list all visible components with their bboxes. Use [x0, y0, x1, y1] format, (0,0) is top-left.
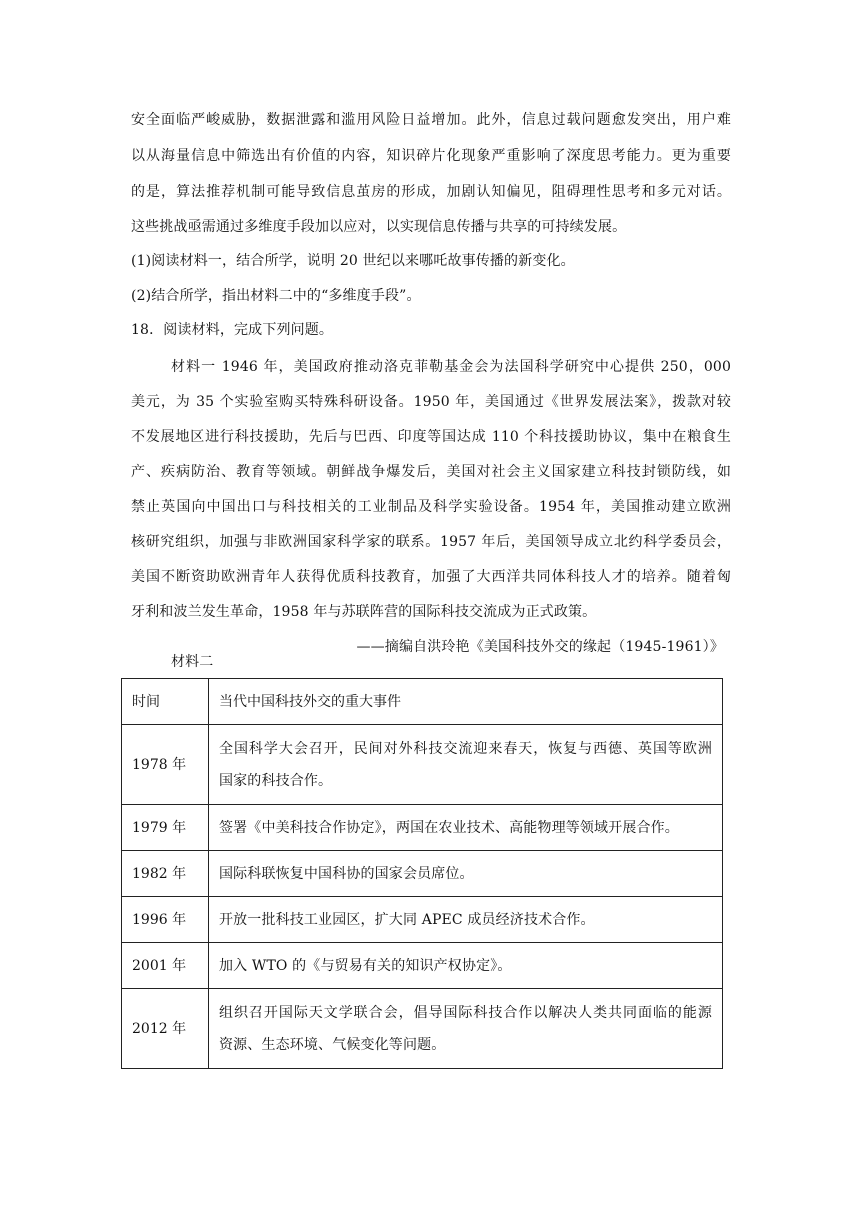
row-event-line: 国际科联恢复中国科协的国家会员席位。: [219, 865, 474, 882]
row-event-line: 资源、生态环境、气候变化等问题。: [219, 1036, 446, 1053]
table-row: [122, 943, 723, 989]
question-17-1: (1)阅读材料一，结合所学，说明 20 世纪以来哪吒故事传播的新变化。: [131, 253, 575, 269]
material-1-line-2: 美元，为 35 个实验室购买特殊科研设备。1950 年，美国通过《世界发展法案》，拨款对较: [131, 394, 731, 410]
header-event: 当代中国科技外交的重大事件: [209, 679, 723, 725]
table-header-row: [122, 679, 723, 725]
row-year: 2012 年: [122, 989, 209, 1069]
row-year: 2001 年: [122, 943, 209, 989]
row-year: 1982 年: [122, 851, 209, 897]
table-row: [122, 897, 723, 943]
table-row: [122, 805, 723, 851]
row-event: [209, 725, 723, 805]
header-time: 时间: [122, 679, 209, 725]
material-1-source: ——摘编自洪玲艳《美国科技外交的缘起（1945-1961）》: [356, 639, 724, 655]
table-row: [122, 851, 723, 897]
row-event-line: 开放一批科技工业园区，扩大同 APEC 成员经济技术合作。: [219, 911, 595, 928]
material-17-line-2: 以从海量信息中筛选出有价值的内容，知识碎片化现象严重影响了深度思考能力。更为重要: [131, 148, 731, 164]
row-event-line: 签署《中美科技合作协定》，两国在农业技术、高能物理等领域开展合作。: [219, 819, 679, 836]
material-1-line-5: 禁止英国向中国出口与科技相关的工业制品及科学实验设备。1954 年，美国推动建立欧洲: [131, 499, 731, 515]
material-17-line-1: 安全面临严峻威胁，数据泄露和滥用风险日益增加。此外，信息过载问题愈发突出，用户难: [131, 112, 731, 128]
row-event-line: 加入 WTO 的《与贸易有关的知识产权协定》。: [219, 957, 512, 974]
material-1-line-7: 美国不断资助欧洲青年人获得优质科技教育，加强了大西洋共同体科技人才的培养。随着匈: [131, 569, 731, 585]
question-17-2: (2)结合所学，指出材料二中的“多维度手段”。: [131, 288, 421, 304]
material-17-line-3: 的是，算法推荐机制可能导致信息茧房的形成，加剧认知偏见，阻碍理性思考和多元对话。: [131, 184, 731, 200]
material-1-line-8: 牙利和波兰发生革命，1958 年与苏联阵营的国际科技交流成为正式政策。: [131, 604, 597, 620]
row-event: [209, 989, 723, 1069]
row-event: [209, 943, 723, 989]
row-event-line: 国家的科技合作。: [219, 772, 333, 789]
material-2-label: 材料二: [171, 654, 214, 670]
table-row: [122, 989, 723, 1069]
material-17-line-4: 这些挑战亟需通过多维度手段加以应对，以实现信息传播与共享的可持续发展。: [131, 219, 627, 235]
material-1-line-4: 产、疾病防治、教育等领域。朝鲜战争爆发后，美国对社会主义国家建立科技封锁防线，如: [131, 464, 731, 480]
events-table: [121, 678, 723, 1069]
material-1-line-6: 核研究组织，加强与非欧洲国家科学家的联系。1957 年后，美国领导成立北约科学委员会，: [131, 534, 731, 550]
row-year: 1996 年: [122, 897, 209, 943]
row-event-line: 组织召开国际天文学联合会，倡导国际科技合作以解决人类共同面临的能源: [219, 1004, 712, 1021]
row-year: 1978 年: [122, 725, 209, 805]
material-1-line-3: 不发展地区进行科技援助，先后与巴西、印度等国达成 110 个科技援助协议，集中在粮食生: [131, 429, 731, 445]
row-event: [209, 897, 723, 943]
row-event-line: 全国科学大会召开，民间对外科技交流迎来春天，恢复与西德、英国等欧洲: [219, 740, 712, 757]
table-row: [122, 725, 723, 805]
row-event: [209, 805, 723, 851]
row-year: 1979 年: [122, 805, 209, 851]
material-1-line-1: 材料一 1946 年，美国政府推动洛克菲勒基金会为法国科学研究中心提供 250，000: [171, 359, 731, 375]
question-18-heading: 18．阅读材料，完成下列问题。: [131, 322, 334, 338]
row-event: [209, 851, 723, 897]
